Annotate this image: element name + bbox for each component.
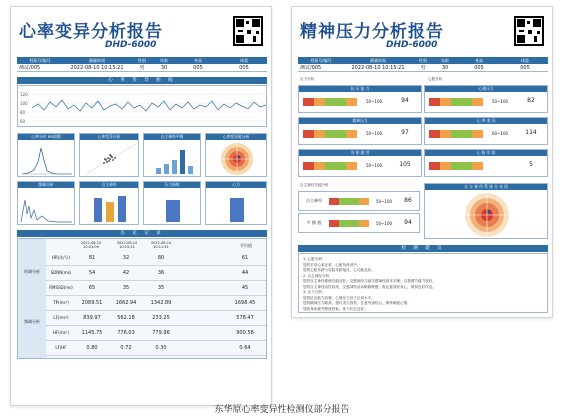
metric-value: 94 xyxy=(404,219,412,226)
advice-header: 检 测 建 议 xyxy=(298,245,548,252)
history-col-header: 2022-08-10 10:15:21 xyxy=(116,241,138,249)
history-value: 1342.89 xyxy=(150,300,172,306)
info-header: 身高 xyxy=(475,58,483,63)
panel-title: 压力指数 xyxy=(144,182,200,188)
info-value: 005 xyxy=(239,65,249,71)
y-tick-label: 120 xyxy=(20,92,28,97)
info-value: 2022-08-10 10:15:21 xyxy=(70,65,124,71)
distribution-target-chart xyxy=(425,190,548,239)
stress-bar xyxy=(144,188,201,225)
metric-value: 105 xyxy=(399,161,411,168)
history-average: 0.64 xyxy=(239,345,251,351)
metric-name: 心 率 变 异 xyxy=(425,118,547,124)
history-value: 233.25 xyxy=(152,315,170,321)
metric-name: 心 脏 年 龄 xyxy=(425,150,547,156)
info-header: 体重 xyxy=(521,58,529,63)
metric-reference: 50~100 xyxy=(365,163,383,168)
history-group-column xyxy=(18,239,46,359)
history-average: 61 xyxy=(241,255,249,261)
metric-reference: 60~100 xyxy=(491,131,509,136)
advice-line: 您的自主神经系统功能良好，交感神经与副交感神经基本平衡，自我调节能力较好。 xyxy=(303,279,436,283)
metric-gauge xyxy=(303,130,357,138)
rr-histogram xyxy=(18,140,75,177)
qr-code-icon xyxy=(233,16,263,46)
stress-report-title: 精神压力分析报告 xyxy=(300,22,444,42)
metric-gauge xyxy=(329,220,369,227)
info-header: 身高 xyxy=(194,58,202,63)
metric-reference: 50~100 xyxy=(365,131,383,136)
metric-name: 心理压力 xyxy=(425,86,547,92)
info-value: 男 xyxy=(139,65,145,71)
history-value: 54 xyxy=(88,270,96,276)
metric-value: 82 xyxy=(527,97,535,104)
section-label: 自主神经功能分析 xyxy=(300,183,329,187)
metric-gauge xyxy=(303,162,357,170)
panel-title: 频域分析 xyxy=(18,182,74,188)
info-header: 体重 xyxy=(240,58,248,63)
panel-title: 心率分布 RR间期 xyxy=(18,134,74,140)
history-value: 0.80 xyxy=(86,345,98,351)
history-value: 81 xyxy=(88,255,96,261)
advice-line: 您的抗压能力较强，心理压力处于正常水平， xyxy=(303,295,375,300)
rr-distribution-panel xyxy=(17,133,75,177)
history-row-divider xyxy=(46,295,267,296)
info-value: 005 xyxy=(520,65,530,71)
stress-index-panel xyxy=(143,181,201,225)
balance-metric-card xyxy=(298,191,420,211)
history-value: 35 xyxy=(122,285,130,291)
history-col-header: 2022-08-10 10:21:09 xyxy=(80,241,102,249)
metric-reference: 50~100 xyxy=(375,199,393,204)
history-row-divider xyxy=(46,310,267,311)
history-value: 839.97 xyxy=(83,315,101,321)
info-value: 30 xyxy=(160,65,168,71)
info-header: 年龄 xyxy=(441,58,449,63)
section-label: 压力分析 xyxy=(300,77,315,81)
hrv-scatter-panel xyxy=(79,133,139,177)
panel-title: 心率变异值分析 xyxy=(206,134,266,140)
metric-name: 平 衡 值 xyxy=(306,220,322,225)
history-value: 779.96 xyxy=(152,330,170,336)
figure-caption: 东华原心率变异性检测仪部分报告 xyxy=(214,405,350,415)
info-value: 30 xyxy=(441,65,449,71)
scatter-plot xyxy=(80,140,139,177)
history-col-header: 2022-08-10 10:11:41 xyxy=(150,241,172,249)
history-avg-header: 平均值 xyxy=(240,243,252,248)
info-header-row xyxy=(298,57,548,64)
metric-gauge xyxy=(429,162,483,170)
history-value: 32 xyxy=(122,255,130,261)
advice-line: 您的身体疲劳程度较低，体力状态良好。 xyxy=(303,306,368,311)
history-value: 42 xyxy=(122,270,130,276)
metric-gauge xyxy=(429,98,483,106)
history-average: 900.58 xyxy=(236,330,254,336)
autonomic-distribution-panel xyxy=(424,183,548,239)
info-value: 测试/005 xyxy=(300,65,322,71)
hrv-curve-line xyxy=(32,100,266,111)
metric-reference: 50~100 xyxy=(375,221,393,226)
panel-title: 自主神经平衡 xyxy=(144,134,200,140)
metric-value: 114 xyxy=(525,129,537,136)
history-row-divider xyxy=(46,280,267,281)
history-row-divider xyxy=(46,325,267,326)
metric-name: 身 体 疲 劳 xyxy=(299,150,421,156)
panel-title: 心率变异分析 xyxy=(80,134,138,140)
info-header: 测量时间 xyxy=(370,58,386,63)
metric-card xyxy=(424,117,548,145)
history-average: 578.47 xyxy=(236,315,254,321)
history-header: 历 史 记 录 xyxy=(17,230,267,237)
target-chart xyxy=(206,140,267,177)
history-value: 0.30 xyxy=(155,345,167,351)
metric-value: 97 xyxy=(401,129,409,136)
metric-value: 5 xyxy=(529,161,533,168)
history-row-label: LF/HF xyxy=(55,345,67,350)
advice-line: 2. 自主神经分析： xyxy=(303,273,333,278)
metric-card xyxy=(424,149,548,177)
advice-panel xyxy=(298,253,548,313)
metric-card xyxy=(298,149,422,177)
panel-title: 自 主 神 经 系 统 分 布 图 xyxy=(425,184,547,190)
panel-title: 心力 xyxy=(206,182,266,188)
history-row-label: TP(ms²) xyxy=(53,300,69,305)
section-label: 心脏分析 xyxy=(428,77,443,81)
advice-line: 您的心脏年龄与实际年龄接近，心功能良好。 xyxy=(303,268,375,272)
metric-gauge xyxy=(429,130,483,138)
info-header: 测量时间 xyxy=(89,58,105,63)
history-row-divider xyxy=(46,340,267,341)
hrv-report-page xyxy=(10,6,272,406)
history-average: 44 xyxy=(241,270,249,276)
stress-report-model: DHD-6000 xyxy=(386,40,438,50)
hrv-report-title: 心率变异分析报告 xyxy=(19,22,163,42)
metric-card xyxy=(424,85,548,113)
qr-code-icon xyxy=(514,16,544,46)
advice-line: 您的精神压力略高，建议适当放松，注意劳逸结合，保持愉悦心情。 xyxy=(303,301,411,305)
history-row-label: HR(次/分) xyxy=(51,255,71,260)
info-value: 男 xyxy=(420,65,426,71)
metric-name: 自主神经 xyxy=(306,198,322,203)
history-value: 1662.94 xyxy=(115,300,137,306)
history-row-label: RMSSD(ms) xyxy=(49,285,73,290)
autonomic-bars xyxy=(80,188,139,225)
y-tick-label: 100 xyxy=(20,101,28,106)
metric-card xyxy=(298,85,422,113)
advice-line: 3. 压力分析： xyxy=(303,290,326,294)
history-value: 36 xyxy=(157,270,165,276)
panel-title: 自主神经 xyxy=(80,182,138,188)
y-tick-label: 80 xyxy=(20,110,26,115)
metric-value: 94 xyxy=(401,97,409,104)
info-value: 2022-08-10 10:15:21 xyxy=(351,65,405,71)
metric-reference: 50~100 xyxy=(491,99,509,104)
target-chart-panel xyxy=(205,133,267,177)
info-header: 性别 xyxy=(419,58,427,63)
info-value: 005 xyxy=(474,65,484,71)
history-row-divider xyxy=(46,265,267,266)
hrv-curve-chart xyxy=(17,85,267,127)
history-value: 1145.75 xyxy=(81,330,103,336)
history-value: 776.03 xyxy=(117,330,135,336)
frequency-spectrum xyxy=(18,188,75,225)
history-value: 2089.51 xyxy=(81,300,103,306)
advice-line: 您的自主神经活性较高，交感神经活动略微增强，需注意放松身心，保持良好作息。 xyxy=(303,284,436,289)
metric-card xyxy=(298,117,422,145)
info-header-row xyxy=(17,57,267,64)
info-header: 年龄 xyxy=(160,58,168,63)
metric-gauge xyxy=(303,98,357,106)
history-average: 45 xyxy=(241,285,249,291)
heart-panel xyxy=(205,181,267,225)
info-header: 档案号/编号 xyxy=(310,58,332,63)
heart-bar xyxy=(206,188,267,225)
info-value-row xyxy=(298,65,548,72)
history-value: 80 xyxy=(157,255,165,261)
hrv-report-model: DHD-6000 xyxy=(105,40,157,50)
metric-reference: 50~100 xyxy=(365,99,383,104)
history-row-label: LF(ms²) xyxy=(53,315,69,320)
metric-name: 抗 压 能 力 xyxy=(299,86,421,92)
history-row-label: SDNN(ms) xyxy=(50,270,72,275)
hrv-curve-svg xyxy=(18,86,267,127)
info-value: 005 xyxy=(193,65,203,71)
balance-metric-card xyxy=(298,213,420,233)
stress-report-page xyxy=(291,6,553,318)
advice-line: 您的平均心率正常，心脏负荷适中， xyxy=(303,262,361,267)
advice-line: 1. 心脏分析： xyxy=(303,257,326,261)
history-row-divider xyxy=(46,355,267,356)
info-header: 性别 xyxy=(138,58,146,63)
frequency-panel xyxy=(17,181,75,225)
history-value: 562.18 xyxy=(117,315,135,321)
history-value: 65 xyxy=(88,285,96,291)
history-row-label: HF(ms²) xyxy=(52,330,69,335)
y-tick-label: 60 xyxy=(20,119,26,124)
metric-name: 精神压力 xyxy=(299,118,421,124)
history-group-label: 时域分析 xyxy=(24,269,40,274)
info-value: 测试/005 xyxy=(19,65,41,71)
autonomic-balance-panel xyxy=(143,133,201,177)
autonomic-panel xyxy=(79,181,139,225)
metric-gauge xyxy=(329,198,369,205)
history-value: 0.72 xyxy=(120,345,132,351)
info-value-row xyxy=(17,65,267,72)
history-average: 1698.45 xyxy=(234,300,256,306)
hrv-curve-header: 心 率 变 异 曲 线 xyxy=(17,77,267,84)
history-table xyxy=(17,238,267,359)
history-value: 35 xyxy=(157,285,165,291)
metric-value: 86 xyxy=(404,197,412,204)
balance-bars xyxy=(144,140,201,177)
info-header: 档案号/编号 xyxy=(29,58,51,63)
history-group-label: 频域分析 xyxy=(24,319,40,324)
